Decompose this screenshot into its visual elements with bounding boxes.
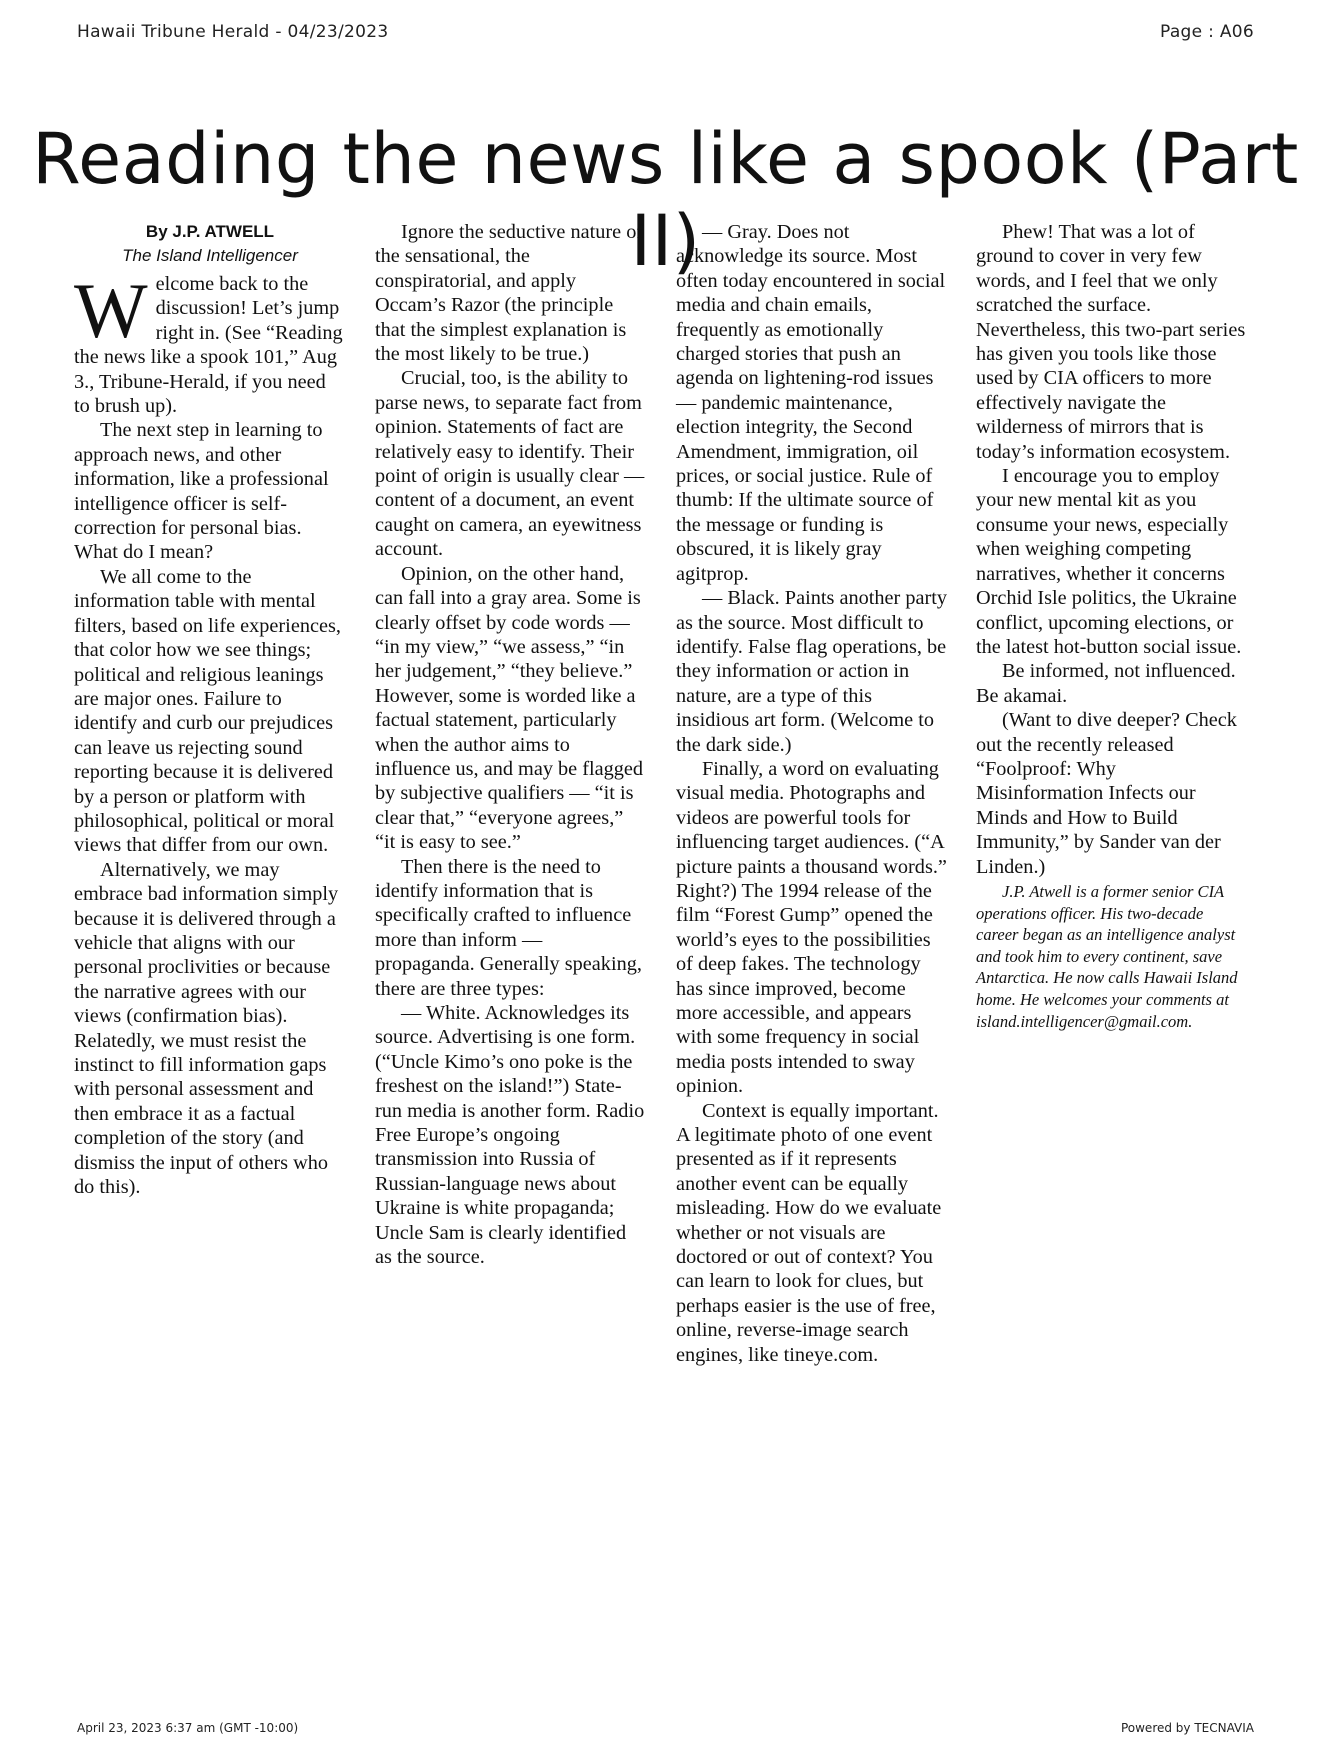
- article-paragraph: The next step in learning to approach news, and other information, like a professional intelligence officer is self-correction for personal bias. What do I mean?: [74, 419, 329, 564]
- author-bio: [976, 881, 1248, 1032]
- article-paragraph: — White. Acknowledges its source. Advertising is one form. (“Uncle Kimo’s ono poke is the freshest on the island!”) State-run media is another form. Radio Free Europe’s ongoing transmission into Russia of Russian-language news about Ukraine is white propaganda; Uncle Sam is clearly identified as the source.: [375, 1002, 645, 1269]
- timestamp-footer: April 23, 2023 6:37 am (GMT -10:00): [77, 1721, 299, 1735]
- article-paragraph: We all come to the information table with mental filters, based on life experiences, that color how we see things; political and religious leanings are major ones. Failure to identify and curb our prejudices can leave us rejecting sound reporting because it is delivered by a person or platform with philosophical, political or moral views that differ from our own.: [74, 565, 341, 857]
- article-paragraph: Context is equally important. A legitimate photo of one event presented as if it represents another event can be equally misleading. How do we evaluate whether or not visuals are doctored or out of context? You can learn to look for clues, but perhaps easier is the use of free, online, reverse-image search engines, like tineye.com.: [676, 1099, 942, 1366]
- byline-author: By J.P. ATWELL: [145, 222, 275, 241]
- powered-by-footer: Powered by TECNAVIA: [1120, 1721, 1254, 1735]
- article-column-2: [375, 220, 647, 1286]
- article-paragraph: Finally, a word on evaluating visual media. Photographs and videos are powerful tools for influencing target audiences. (“A picture paints a thousand words.” Right?) The 1994 release of the film “Forest Gump” opened the world’s eyes to the possibilities of deep fakes. The technology has since improved, become more accessible, and appears with some frequency in social media posts intended to sway opinion.: [676, 757, 947, 1098]
- author-bio-text: J.P. Atwell is a former senior CIA operations officer. His two-decade career began as an intelligence analyst and took him to every continent, save Antarctica. He now calls Hawaii Island home. He welcomes your comments at island.intelligencer@gmail.com.: [976, 881, 1238, 1031]
- article-paragraph: Ignore the seductive nature of the sensational, the conspiratorial, and apply Occam’s Razor (the principle that the simplest explanation is the most likely to be true.): [375, 221, 644, 366]
- article-paragraph: [74, 267, 346, 418]
- article-column-1: [74, 220, 346, 1286]
- article-paragraph: Opinion, on the other hand, can fall into a gray area. Some is clearly offset by code words — “in my view,” “we assess,” “in her judgement,” “they believe.” However, some is worded like a factual statement, particularly when the author aims to influence us, and may be flagged by subjective qualifiers — “it is clear that,” “everyone agrees,” “it is easy to see.”: [375, 562, 644, 854]
- paragraph-text: elcome back to the discussion! Let’s jump right in. (See “Reading the news like a spook 101,” Aug 3., Tribune-Herald, if you need to brush up).: [74, 273, 343, 418]
- page-number: Page : A06: [1160, 22, 1254, 42]
- publication-header: Hawaii Tribune Herald - 04/23/2023: [77, 22, 389, 42]
- drop-cap: W: [74, 267, 148, 354]
- article-column-3: [676, 220, 948, 1366]
- article-paragraph: — Black. Paints another party as the source. Most difficult to identify. False flag operations, be they information or action in nature, are a type of this insidious art form. (Welcome to the dark side.): [676, 587, 948, 756]
- article-paragraph: Then there is the need to identify information that is specifically crafted to influence more than inform — propaganda. Generally speaking, there are three types:: [375, 855, 642, 1000]
- headline: Reading the news like a spook (Part II): [32, 118, 1299, 282]
- article-paragraph: Phew! That was a lot of ground to cover in very few words, and I feel that we only scratched the surface. Nevertheless, this two-part series has given you tools like those used by CIA officers to more effectively navigate the wilderness of mirrors that is today’s information ecosystem.: [976, 221, 1246, 463]
- byline-affiliation: The Island Intelligencer: [122, 246, 298, 265]
- article-paragraph: Crucial, too, is the ability to parse news, to separate fact from opinion. Statements of fact are relatively easy to identify. Their point of origin is usually clear — content of a document, an event caught on camera, an eyewitness account.: [375, 367, 645, 561]
- article-paragraph: — Gray. Does not acknowledge its source. Most often today encountered in social media and chain emails, frequently as emotionally charged stories that push an agenda on lightening-rod issues — pandemic maintenance, election integrity, the Second Amendment, immigration, oil prices, or social justice. Rule of thumb: If the ultimate source of the message or funding is obscured, it is likely gray agitprop.: [676, 221, 946, 585]
- article-paragraph: (Want to dive deeper? Check out the recently released “Foolproof: Why Misinformation Infects our Minds and How to Build Immunity,” by Sander van der Linden.): [976, 709, 1237, 878]
- article-paragraph: Be informed, not influenced. Be akamai.: [976, 660, 1236, 707]
- article-paragraph: I encourage you to employ your new mental kit as you consume your news, especially when weighing competing narratives, whether it concerns Orchid Isle politics, the Ukraine conflict, upcoming elections, or the latest hot-button social issue.: [976, 465, 1242, 658]
- article-column-4: [976, 220, 1248, 1286]
- article-paragraph: Alternatively, we may embrace bad information simply because it is delivered through a vehicle that aligns with our personal proclivities or because the narrative agrees with our views (confirmation bias). Relatedly, we must resist the instinct to fill information gaps with personal assessment and then embrace it as a factual completion of the story (and dismiss the input of others who do this).: [74, 858, 339, 1199]
